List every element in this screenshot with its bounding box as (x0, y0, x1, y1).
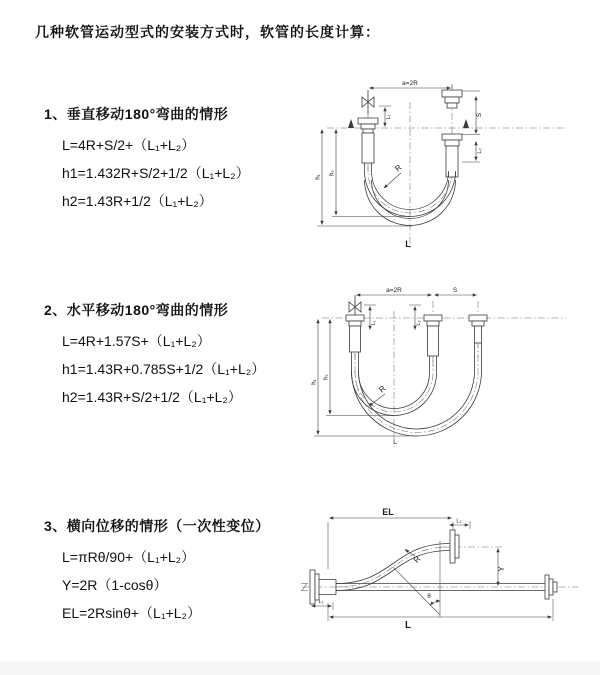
dimension-lines (312, 518, 554, 621)
braided-hose-section (350, 326, 361, 352)
right-hose-fitting (442, 90, 462, 177)
length-label: L (393, 439, 397, 446)
formula-h1: h1=1.43R+0.785S+1/2（L₁+L₂） (62, 361, 266, 377)
valve-icon (349, 295, 361, 315)
braided-hose-section (428, 326, 439, 356)
section-2-heading: 2、水平移动180°弯曲的情形 (44, 302, 229, 318)
middle-hose-fitting (424, 315, 442, 356)
formula-L: L=4R+S/2+（L₁+L₂） (62, 137, 196, 153)
length-label: L (405, 239, 411, 249)
dim-label-h2: h₂ (329, 170, 336, 176)
dim-label-s: S (476, 112, 483, 118)
valve-icon (362, 90, 374, 114)
dim-label-y: Y (497, 566, 506, 572)
diagram-vertical-180-bend (313, 76, 598, 256)
right-hose-fitting (469, 315, 487, 343)
formula-h2: h2=1.43R+S/2+1/2（L₁+L₂） (62, 389, 242, 405)
radius-label: R (411, 554, 423, 565)
dim-label-a2r: a=2R (386, 287, 402, 294)
angle-label: θ (427, 594, 431, 600)
left-hose-fitting (358, 118, 378, 163)
hose-u-loops (352, 343, 482, 436)
up-arrow-icon (348, 119, 354, 128)
formula-EL: EL=2Rsinθ+（L₁+L₂） (62, 605, 201, 621)
dimension-lines (311, 295, 477, 436)
radius-label: R (393, 162, 404, 174)
diagram-horizontal-180-bend (310, 283, 598, 455)
dim-label-l1: L₁ (386, 114, 392, 120)
dim-label-l2: L₂ (456, 518, 462, 525)
dim-label-l1: L₁ (318, 599, 324, 605)
section-lateral-displacement (44, 516, 324, 627)
displaced-flange (450, 530, 459, 563)
left-hose-fitting (346, 315, 364, 352)
dim-label-a2r: a=2R (402, 80, 418, 87)
dim-label-l2: L₂ (477, 148, 483, 154)
dim-label-h1: h₁ (311, 379, 318, 385)
formula-h2: h2=1.43R+1/2（L₁+L₂） (62, 193, 213, 209)
formula-h1: h1=1.432R+S/2+1/2（L₁+L₂） (62, 165, 250, 181)
radius-label: R (377, 383, 388, 395)
scan-edge-band (0, 661, 600, 675)
dim-label-h2: h₂ (323, 374, 330, 380)
page-title: 几种软管运动型式的安装方式时，软管的长度计算： (35, 24, 380, 40)
dim-label-l: L (404, 620, 412, 631)
section-horizontal-movement (44, 300, 324, 411)
section-1-heading: 1、垂直移动180°弯曲的情形 (44, 106, 229, 122)
formula-Y: Y=2R（1-cosθ） (62, 577, 168, 593)
dim-label-el: EL (382, 507, 394, 517)
formula-L: L=πRθ/90+（L₁+L₂） (62, 549, 196, 565)
dim-label-h1: h₁ (315, 174, 322, 180)
braided-hose-section (362, 133, 374, 163)
up-arrow-icon (463, 119, 469, 128)
angle-construction (393, 541, 440, 617)
dim-label-l2: L₂ (416, 320, 422, 326)
formula-L: L=4R+1.57S+（L₁+L₂） (62, 333, 211, 349)
dim-label-s: S (452, 287, 458, 294)
diagram-lateral-displacement (298, 503, 598, 645)
braided-hose-section (446, 146, 458, 177)
dim-label-l1: L₁ (371, 320, 377, 326)
section-3-heading: 3、横向位移的情形（一次性变位） (44, 518, 270, 534)
section-vertical-movement (44, 104, 324, 215)
